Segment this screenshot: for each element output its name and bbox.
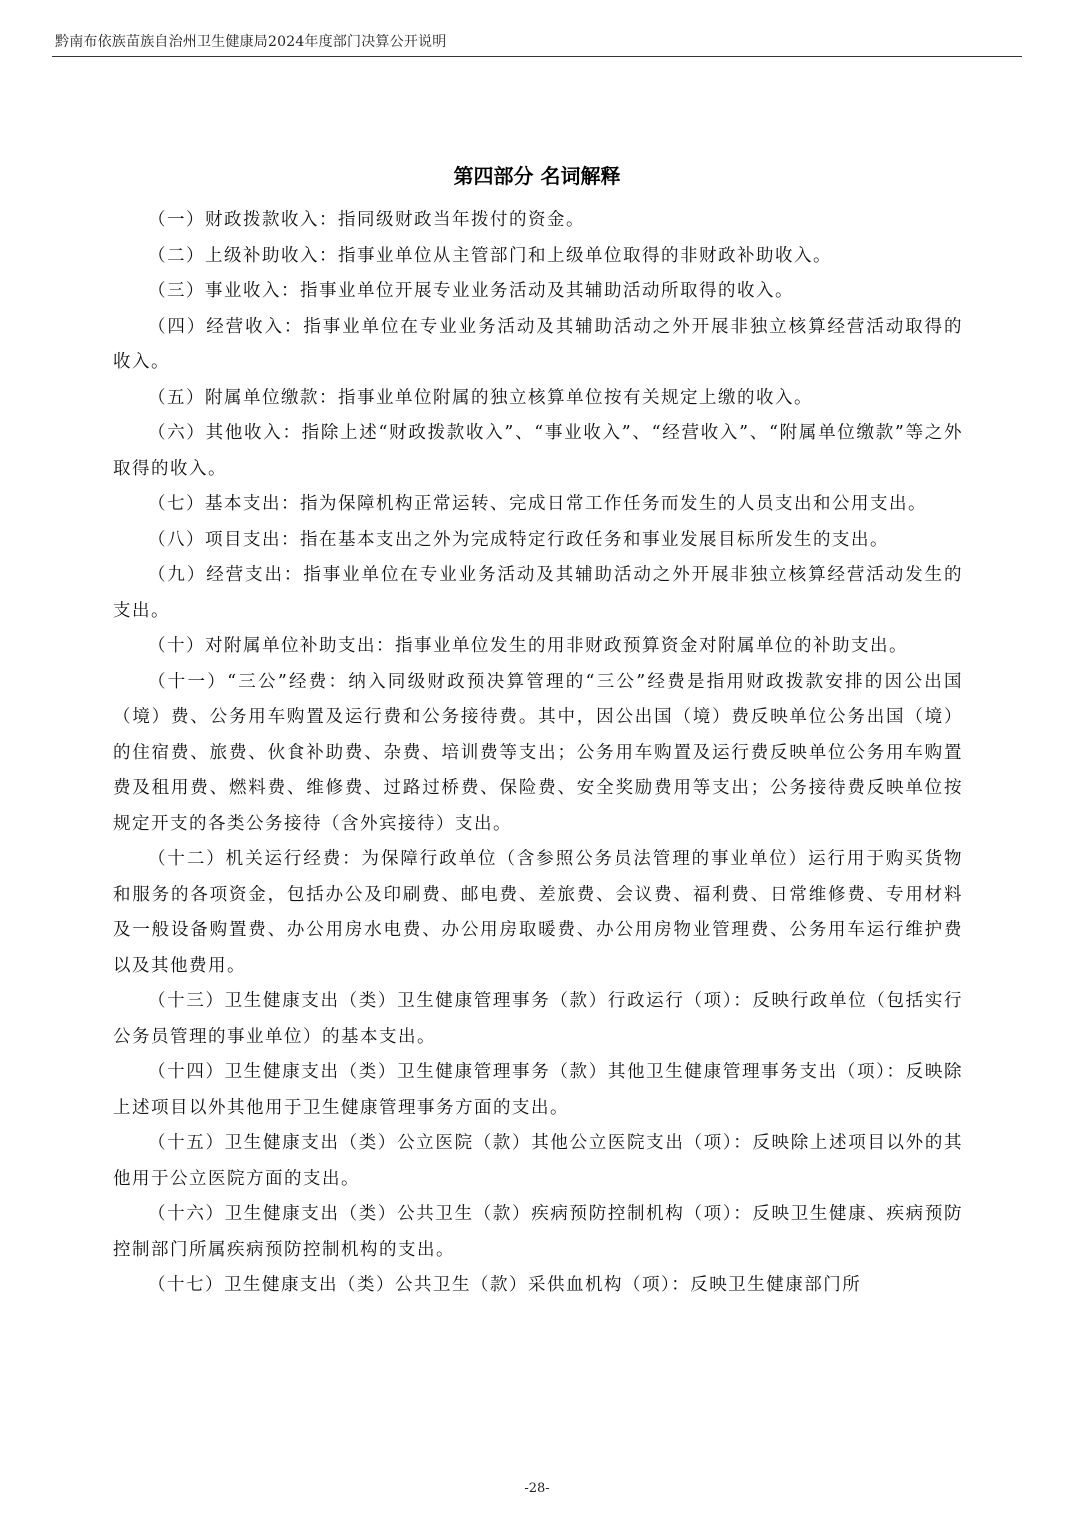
paragraph-12: （十二）机关运行经费：为保障行政单位（含参照公务员法管理的事业单位）运行用于购买货物和服务的各项资金，包括办公及印刷费、邮电费、差旅费、会议费、福利费、日常维修费、专用材料及一般设备购置费、办公用房水电费、办公用房取暖费、办公用房物业管理费、公务用车运行维护费以及其他费用。 — [113, 849, 963, 976]
paragraph-13: （十三）卫生健康支出（类）卫生健康管理事务（款）行政运行（项）：反映行政单位（包括实行公务员管理的事业单位）的基本支出。 — [113, 991, 963, 1047]
paragraph-7: （七）基本支出：指为保障机构正常运转、完成日常工作任务而发生的人员支出和公用支出。 — [148, 494, 927, 514]
document-body — [113, 203, 963, 1304]
paragraph-10: （十）对附属单位补助支出：指事业单位发生的用非财政预算资金对附属单位的补助支出。 — [148, 636, 908, 656]
paragraph-17: （十七）卫生健康支出（类）公共卫生（款）采供血机构（项）：反映卫生健康部门所 — [148, 1275, 862, 1295]
paragraph-11: （十一）“三公”经费：纳入同级财政预决算管理的“三公”经费是指用财政拨款安排的因公出国（境）费、公务用车购置及运行费和公务接待费。其中，因公出国（境）费反映单位公务出国（境）的住宿费、旅费、伙食补助费、杂费、培训费等支出；公务用车购置及运行费反映单位公务用车购置费及租用费、燃料费、维修费、过路过桥费、保险费、安全奖励费用等支出；公务接待费反映单位按规定开支的各类公务接待（含外宾接待）支出。 — [113, 671, 963, 834]
paragraph-9: （九）经营支出：指事业单位在专业业务活动及其辅助活动之外开展非独立核算经营活动发生的支出。 — [113, 565, 963, 621]
paragraph-5: （五）附属单位缴款：指事业单位附属的独立核算单位按有关规定上缴的收入。 — [148, 387, 813, 408]
page-number: -28- — [524, 1481, 550, 1496]
header-divider — [52, 56, 1022, 57]
paragraph-14: （十四）卫生健康支出（类）卫生健康管理事务（款）其他卫生健康管理事务支出（项）：反映除上述项目以外其他用于卫生健康管理事务方面的支出。 — [113, 1062, 963, 1118]
paragraph-6: （六）其他收入：指除上述“财政拨款收入”、“事业收入”、“经营收入”、“附属单位缴款”等之外取得的收入。 — [113, 423, 963, 479]
paragraph-3: （三）事业收入：指事业单位开展专业业务活动及其辅助活动所取得的收入。 — [148, 281, 794, 301]
paragraph-16: （十六）卫生健康支出（类）公共卫生（款）疾病预防控制机构（项）：反映卫生健康、疾病预防控制部门所属疾病预防控制机构的支出。 — [113, 1204, 963, 1260]
paragraph-15: （十五）卫生健康支出（类）公立医院（款）其他公立医院支出（项）：反映除上述项目以外的其他用于公立医院方面的支出。 — [113, 1133, 963, 1189]
paragraph-1: （一）财政拨款收入：指同级财政当年拨付的资金。 — [148, 210, 585, 230]
paragraph-4: （四）经营收入：指事业单位在专业业务活动及其辅助活动之外开展非独立核算经营活动取得的收入。 — [113, 316, 963, 372]
section-title: 第四部分 名词解释 — [453, 164, 621, 188]
running-header: 黔南布依族苗族自治州卫生健康局2024年度部门决算公开说明 — [55, 34, 447, 50]
paragraph-8: （八）项目支出：指在基本支出之外为完成特定行政任务和事业发展目标所发生的支出。 — [148, 529, 889, 550]
paragraph-2: （二）上级补助收入：指事业单位从主管部门和上级单位取得的非财政补助收入。 — [148, 245, 832, 266]
